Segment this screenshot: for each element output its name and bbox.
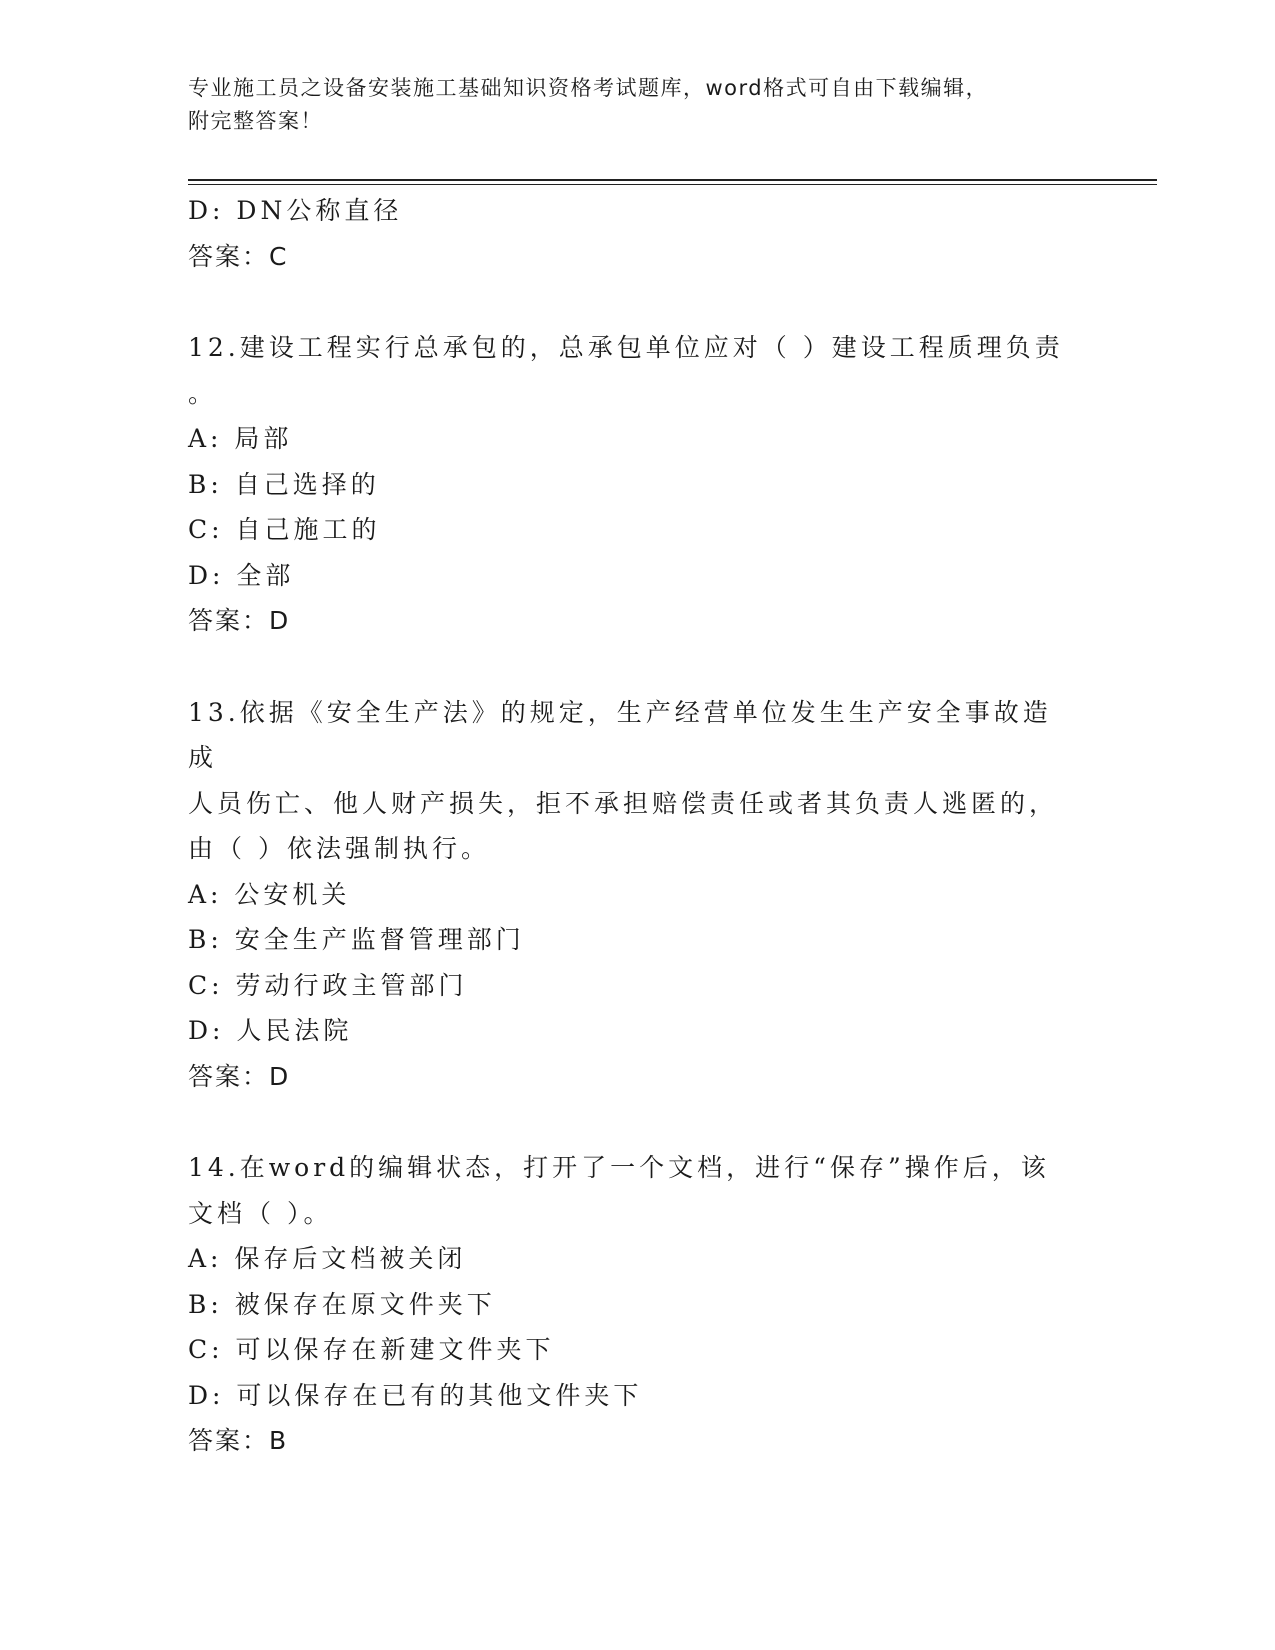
answer-line: 答案：B: [188, 1426, 289, 1455]
option-b: B: 被保存在原文件夹下: [188, 1289, 496, 1319]
option-c: C: 劳动行政主管部门: [188, 970, 468, 1000]
header-divider: [188, 179, 1157, 185]
answer-line: 答案：C: [188, 241, 289, 271]
option-a: A: 公安机关: [188, 879, 351, 909]
header-title-line-1: 专业施工员之设备安装施工基础知识资格考试题库，word格式可自由下载编辑，: [188, 76, 989, 100]
question-stem-line: 由（ ）依法强制执行。: [188, 834, 490, 863]
question-stem-line: 13.依据《安全生产法》的规定，生产经营单位发生生产安全事故造成: [188, 697, 1052, 772]
option-b: B: 自己选择的: [188, 469, 380, 499]
answer-line: 答案：D: [188, 1061, 291, 1091]
option-d: D: DN公称直径: [188, 196, 403, 225]
option-d: D: 全部: [188, 560, 295, 590]
question-stem-line: 。: [188, 378, 218, 408]
question-12: [188, 325, 1088, 644]
option-a: A: 保存后文档被关闭: [188, 1244, 467, 1273]
answer-line: 答案：D: [188, 606, 291, 635]
question-stem-line: 14.在word的编辑状态，打开了一个文档，进行“保存”操作后，该: [188, 1153, 1050, 1182]
question-stem-line: 12.建设工程实行总承包的，总承包单位应对（ ）建设工程质理负责: [188, 333, 1064, 362]
question-stem-line: 人员伤亡、他人财产损失，拒不承担赔偿责任或者其负责人逃匿的，: [188, 788, 1059, 818]
question-stem-line: 文档（ ）。: [188, 1198, 333, 1228]
option-c: C: 自己施工的: [188, 515, 381, 544]
option-a: A: 局部: [188, 424, 293, 453]
option-d: D: 可以保存在已有的其他文件夹下: [188, 1380, 643, 1410]
option-d: D: 人民法院: [188, 1016, 353, 1045]
document-header: [188, 72, 1068, 138]
question-list: [188, 188, 1088, 1464]
option-b: B: 安全生产监督管理部门: [188, 925, 525, 954]
header-title-line-2: 附完整答案！: [188, 109, 323, 133]
previous-question-tail: [188, 188, 1088, 279]
question-14: [188, 1145, 1088, 1464]
question-13: [188, 690, 1088, 1100]
option-c: C: 可以保存在新建文件夹下: [188, 1335, 555, 1364]
